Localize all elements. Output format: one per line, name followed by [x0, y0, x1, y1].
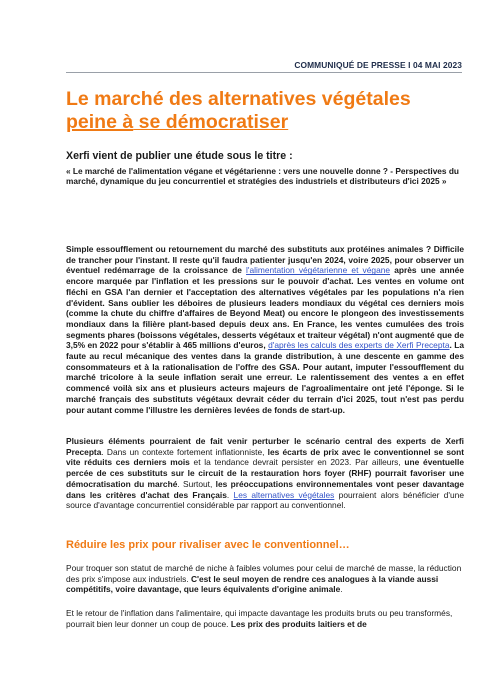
- p1-text-1: Simple essoufflement ou retournement du marché des substituts aux protéines animales ? Difficile de trancher pour l'instant. Il reste qu'il faudra patienter jusqu'en 2024, voire 2025, pour observer un éventuel redémarrage de la croissance de: [66, 244, 464, 276]
- p1-text-3: . La faute au recul mécanique des ventes dans la grande distribution, à une descente en gamme des consommateurs et à la rationalisation de l'offre des GSA. Pour autant, imputer l'essoufflement du marché tricolore à la seule inflation serait une erreur. Le ralentissement des ventes a en effet commencé voilà six ans et plusieurs acteurs majeurs de l'agroalimentaire ont jeté l'éponge. Si le marché français des substituts végétaux devrait céder du terrain d'ici 2025, tout n'est pas perdu pour autant comme l'illustre les dernières levées de fonds de start-up.: [66, 340, 464, 415]
- p2-text-3: . Surtout,: [177, 478, 216, 489]
- title-rest: se démocratiser: [133, 111, 289, 133]
- link-alimentation-vegetarienne[interactable]: l'alimentation végétarienne et végane: [246, 265, 391, 276]
- p2-bold-2: les écarts de prix avec le conventionnel se sont vite réduits ces derniers mois: [66, 446, 465, 468]
- p1-text-2: après une année encore marquée par l'inflation et les pressions sur le pouvoir d'achat. Les ventes en volume ont fléchi en GSA l'an dernier et l'acceptation des alternatives végétales par les populations n'a rien d'évident. Sans oublier les déboires de plusieurs leaders mondiaux du végétal ces derniers mois (comme la chute du chiffre d'affaires de Beyond Meat) ou encore le plongeon des investissements mondiaux dans la filière plant-based depuis deux ans. En France, les ventes cumulées des trois segments phares (boissons végétales, desserts végétaux et traiteur végétal) n'ont augmenté que de 3,5% en 2022 pour s'établir à 465 millions d'euros,: [66, 265, 464, 351]
- title-line-1: Le marché des alternatives végétales: [66, 88, 411, 110]
- section-heading-prix: Réduire les prix pour rivaliser avec le conventionnel…: [66, 539, 350, 551]
- title-underlined: peine à: [66, 111, 134, 133]
- link-alternatives-vegetales[interactable]: Les alternatives végétales: [233, 489, 335, 500]
- page-title: [66, 88, 476, 134]
- p3-bold-1: C'est le seul moyen de rendre ces analogues à la viande aussi compétitifs, voire davantage, que leurs équivalents d'origine animale: [66, 573, 439, 595]
- p3-text-2: .: [340, 584, 343, 595]
- p2-text-1: . Dans un contexte fortement inflationniste,: [101, 446, 268, 457]
- p2-text-5: pourraient alors bénéficier d'une source d'avantage concurrentiel considérable par rapport au conventionnel.: [66, 489, 464, 511]
- paragraph-market-overview: [66, 244, 464, 415]
- p2-text-4: .: [226, 489, 234, 500]
- link-calculs-xerfi[interactable]: d'après les calculs des experts de Xerfi Precepta: [268, 340, 450, 351]
- p2-bold-3: une éventuelle percée de ces substituts sur le circuit de la restauration hors foyer (RHF) pourrait favoriser une démocratisation du marché: [66, 457, 464, 489]
- p2-bold-1: Plusieurs éléments pourraient de fait venir perturber le scénario central des experts de Xerfi Precepta: [66, 436, 464, 457]
- press-release-label: COMMUNIQUÉ DE PRESSE I 04 MAI 2023: [294, 60, 462, 70]
- p4-bold-1: Les prix des produits laitiers et de: [230, 618, 367, 629]
- p2-text-2: et la tendance devrait persister en 2023. Par ailleurs,: [189, 457, 405, 468]
- study-intro: [66, 150, 466, 186]
- intro-heading: Xerfi vient de publier une étude sous le titre :: [66, 150, 293, 162]
- p3-text-1: Pour troquer son statut de marché de niche à faibles volumes pour celui de marché de masse, la réduction des prix s'impose aux industriels.: [66, 563, 462, 584]
- paragraph-inflation: [66, 608, 464, 629]
- p4-text-1: Et le retour de l'inflation dans l'alimentaire, qui impacte davantage les produits bruts ou peu transformés, pourrait bien leur donner un coup de pouce.: [66, 608, 453, 629]
- p2-bold-4: les préoccupations environnementales vont peser davantage dans les critères d'achat des Français: [66, 478, 465, 500]
- study-title: « Le marché de l'alimentation végane et végétarienne : vers une nouvelle donne ? - Perspectives du marché, dynamique du jeu concurrentiel et stratégies des industriels et distributeurs d'ici 2025 »: [66, 166, 459, 187]
- paragraph-reduction-prix: [66, 563, 464, 595]
- header-divider: [66, 72, 462, 73]
- paragraph-perturbations: [66, 436, 464, 511]
